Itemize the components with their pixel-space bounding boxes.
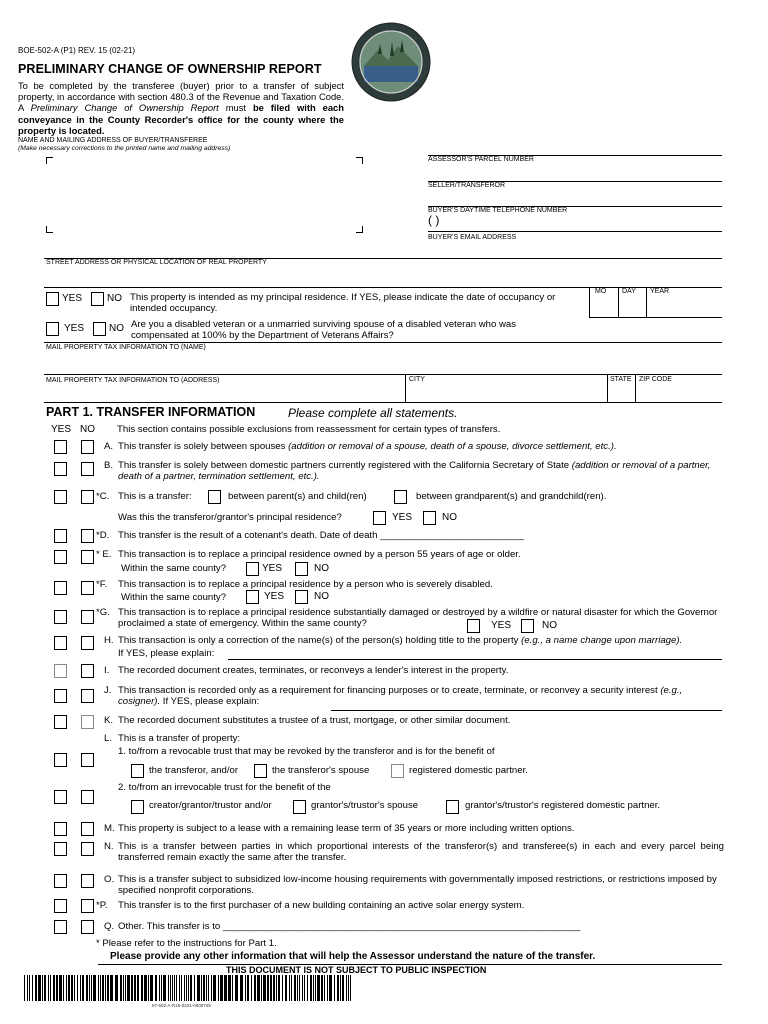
apn-line	[428, 155, 722, 156]
principal-residence-no-checkbox[interactable]	[91, 292, 104, 306]
veteran-yes-label: YES	[64, 323, 85, 334]
i-yes-checkbox[interactable]	[54, 664, 67, 678]
p-yes-checkbox[interactable]	[54, 899, 67, 913]
d-letter: *D.	[96, 530, 110, 541]
p-text: This transfer is to the first purchaser of a new building containing an active solar energy system.	[118, 900, 525, 911]
p-letter: *P.	[96, 900, 108, 911]
city-label: CITY	[409, 376, 425, 383]
o-letter: O.	[104, 874, 115, 885]
c-parent-child-label: between parent(s) and child(ren)	[228, 491, 367, 502]
g-yes-checkbox[interactable]	[54, 610, 67, 624]
c-residence-no-checkbox[interactable]	[423, 511, 436, 525]
part1-subtitle: Please complete all statements.	[288, 406, 458, 420]
l1-transferor-label: the transferor, and/or	[149, 765, 239, 776]
mail-name-input[interactable]	[46, 353, 720, 371]
f-yes-checkbox[interactable]	[54, 581, 67, 595]
email-label: BUYER'S EMAIL ADDRESS	[428, 234, 517, 241]
c-grandparent-checkbox[interactable]	[394, 490, 407, 504]
k-text: The recorded document substitutes a trustee of a trust, mortgage, or other similar document.	[118, 715, 511, 726]
j-text: This transaction is recorded only as a requirement for financing purposes or to create, terminate, or reconvey a security interest (e.g., cosigner). If YES, please explain:	[118, 685, 683, 707]
address-corner-bl	[46, 226, 53, 233]
apn-input[interactable]	[430, 163, 720, 179]
q-text: Other. This transfer is to ___________________________________________________________________	[118, 921, 581, 932]
address-corner-tr	[356, 157, 363, 164]
barcode-text: 57-502-A-R15-0221-0000749	[152, 1003, 211, 1008]
g-letter: *G.	[96, 607, 110, 618]
c-question: Was this the transferor/grantor's principal residence?	[118, 512, 342, 523]
h-text: This transaction is only a correction of the name(s) of the person(s) holding title to the property (e.g., a name change upon marriage).	[118, 635, 683, 646]
m-text: This property is subject to a lease with a remaining lease term of 35 years or more including written options.	[118, 823, 575, 834]
g-county-yes-checkbox[interactable]	[467, 619, 480, 633]
zip-label: ZIP CODE	[639, 376, 672, 383]
e-county-yes-checkbox[interactable]	[246, 562, 259, 576]
h-explain-label: If YES, please explain:	[118, 648, 215, 659]
b-text: This transfer is solely between domestic partners currently registered with the California Secretary of State (addition or removal of a partner, death of a partner, termination settlement, etc.).	[118, 460, 711, 482]
e-county-no-label: NO	[314, 563, 329, 574]
l2-spouse-label: grantor's/trustor's spouse	[311, 800, 419, 811]
i-text: The recorded document creates, terminates, or reconveys a lender's interest in the property.	[118, 665, 509, 676]
principal-residence-no-label: NO	[107, 293, 122, 304]
c-residence-no-label: NO	[442, 512, 457, 523]
o-yes-checkbox[interactable]	[54, 874, 67, 888]
c-no-checkbox[interactable]	[81, 490, 94, 504]
p-no-checkbox[interactable]	[81, 899, 94, 913]
phone-input[interactable]: ( )	[428, 213, 440, 227]
f-county-no-checkbox[interactable]	[295, 590, 308, 604]
apn-label: ASSESSOR'S PARCEL NUMBER	[428, 156, 534, 163]
l2-partner-label: grantor's/trustor's registered domestic partner.	[465, 800, 661, 811]
date-day-input[interactable]	[619, 297, 645, 315]
email-line	[428, 231, 722, 232]
date-mo-input[interactable]	[590, 297, 617, 315]
c-parent-child-checkbox[interactable]	[208, 490, 221, 504]
mail-name-label: MAIL PROPERTY TAX INFORMATION TO (NAME)	[46, 344, 206, 351]
q-letter: Q.	[104, 921, 115, 932]
mail-bottom-line	[44, 402, 722, 403]
c-residence-yes-label: YES	[392, 512, 413, 523]
buyer-name-sublabel: (Make necessary corrections to the printed name and mailing address)	[18, 145, 231, 152]
q-no-checkbox[interactable]	[81, 920, 94, 934]
f-county-no-label: NO	[314, 591, 329, 602]
date-mo-label: MO	[595, 288, 607, 295]
date-bottom-line	[589, 317, 722, 318]
l1-partner-checkbox[interactable]	[391, 764, 404, 778]
state-input[interactable]	[609, 386, 633, 401]
g-county-yes-label: YES	[491, 620, 512, 631]
n-letter: N.	[104, 841, 114, 852]
footnote: * Please refer to the instructions for Part 1.	[96, 938, 277, 949]
f-same-county: Within the same county?	[121, 592, 227, 603]
date-day-label: DAY	[622, 288, 636, 295]
i-letter: I.	[104, 665, 110, 676]
o-text: This is a transfer subject to subsidized low-income housing requirements with governmentally imposed restrictions, or restrictions imposed by specified nonprofit corporations.	[118, 874, 717, 896]
address-corner-br	[356, 226, 363, 233]
principal-residence-yes-label: YES	[62, 293, 83, 304]
d-no-checkbox[interactable]	[81, 529, 94, 543]
street-input[interactable]	[46, 268, 720, 284]
state-divider	[607, 374, 608, 402]
a-text: This transfer is solely between spouses (addition or removal of a spouse, death of a spouse, divorce settlement, etc.).	[118, 441, 617, 452]
o-no-checkbox[interactable]	[81, 874, 94, 888]
l1-text: 1. to/from a revocable trust that may be revoked by the transferor and is for the benefit of	[118, 746, 495, 757]
date-year-input[interactable]	[647, 297, 721, 315]
h-yes-checkbox[interactable]	[54, 636, 67, 650]
h-explain-input[interactable]	[230, 646, 720, 659]
n-text: This is a transfer between parties in which proportional interests of the transferor(s) and transferee(s) in each and every parcel being transferred remain exactly the same after the transfer.	[118, 841, 724, 863]
k-yes-checkbox[interactable]	[54, 715, 67, 729]
zip-input[interactable]	[638, 386, 720, 401]
part1-col-no: NO	[80, 424, 95, 435]
g-no-checkbox[interactable]	[81, 610, 94, 624]
a-yes-checkbox[interactable]	[54, 440, 67, 454]
seller-input[interactable]	[430, 190, 720, 204]
l1-no-checkbox[interactable]	[81, 753, 94, 767]
l2-partner-checkbox[interactable]	[446, 800, 459, 814]
part1-col-yes: YES	[51, 424, 72, 435]
n-no-checkbox[interactable]	[81, 842, 94, 856]
date-year-label: YEAR	[650, 288, 670, 295]
c-text: This is a transfer:	[118, 491, 192, 502]
f-county-yes-checkbox[interactable]	[246, 590, 259, 604]
mail-address-label: MAIL PROPERTY TAX INFORMATION TO (ADDRESS)	[46, 377, 220, 384]
f-no-checkbox[interactable]	[81, 581, 94, 595]
l1-partner-label: registered domestic partner.	[409, 765, 528, 776]
l2-creator-checkbox[interactable]	[131, 800, 144, 814]
e-letter: * E.	[96, 549, 112, 560]
f-text: This transaction is to replace a principal residence by a person who is severely disabled.	[118, 579, 493, 590]
l2-text: 2. to/from an irrevocable trust for the benefit of the	[118, 782, 331, 793]
g-county-no-label: NO	[542, 620, 557, 631]
g-county-no-checkbox[interactable]	[521, 619, 534, 633]
veteran-no-checkbox[interactable]	[93, 322, 106, 336]
h-letter: H.	[104, 635, 114, 646]
street-bottom-line	[44, 287, 722, 288]
mail-address-line	[44, 374, 722, 375]
part1-title: PART 1. TRANSFER INFORMATION	[46, 405, 256, 419]
k-no-checkbox[interactable]	[81, 715, 94, 729]
phone-label: BUYER'S DAYTIME TELEPHONE NUMBER	[428, 207, 568, 214]
j-yes-checkbox[interactable]	[54, 689, 67, 703]
e-same-county: Within the same county?	[121, 563, 227, 574]
q-yes-checkbox[interactable]	[54, 920, 67, 934]
k-letter: K.	[104, 715, 114, 726]
veteran-no-label: NO	[109, 323, 124, 334]
city-input[interactable]	[408, 386, 604, 401]
intro-paragraph: To be completed by the transferee (buyer) prior to a transfer of subject property, in accordance with section 480.3 of the Revenue and Taxation Code. A Preliminary Change of Ownership Report must be filed with each conveyance in the County Recorder's office for the county where the property is located.	[18, 80, 344, 136]
e-text: This transaction is to replace a principal residence owned by a person 55 years of age or older.	[118, 549, 521, 560]
l-letter: L.	[104, 733, 113, 744]
l1-transferor-checkbox[interactable]	[131, 764, 144, 778]
l2-creator-label: creator/grantor/trustor and/or	[149, 800, 272, 811]
street-label: STREET ADDRESS OR PHYSICAL LOCATION OF REAL PROPERTY	[46, 259, 267, 266]
b-no-checkbox[interactable]	[81, 462, 94, 476]
l2-spouse-checkbox[interactable]	[293, 800, 306, 814]
j-explain-line	[331, 710, 722, 711]
m-yes-checkbox[interactable]	[54, 822, 67, 836]
form-title: PRELIMINARY CHANGE OF OWNERSHIP REPORT	[18, 62, 322, 76]
f-county-yes-label: YES	[264, 591, 285, 602]
m-no-checkbox[interactable]	[81, 822, 94, 836]
state-label: STATE	[610, 376, 632, 383]
seller-label: SELLER/TRANSFEROR	[428, 182, 506, 189]
l1-spouse-checkbox[interactable]	[254, 764, 267, 778]
mail-address-input[interactable]	[46, 386, 402, 401]
d-text: This transfer is the result of a cotenant's death. Date of death ___________________________	[118, 530, 525, 541]
buyer-name-label: NAME AND MAILING ADDRESS OF BUYER/TRANSFEREE	[18, 137, 208, 144]
provide-info-note: Please provide any other information that will help the Assessor understand the nature of the transfer.	[110, 951, 596, 962]
f-letter: *F.	[96, 579, 108, 590]
principal-residence-yes-checkbox[interactable]	[46, 292, 59, 306]
c-yes-checkbox[interactable]	[54, 490, 67, 504]
principal-residence-text: This property is intended as my principal residence. If YES, please indicate the date of occupancy or intended occupancy.	[130, 292, 556, 314]
city-divider	[405, 374, 406, 402]
veteran-yes-checkbox[interactable]	[46, 322, 59, 336]
c-grandparent-label: between grandparent(s) and grandchild(ren).	[416, 491, 607, 502]
l1-spouse-label: the transferor's spouse	[272, 765, 370, 776]
part1-intro: This section contains possible exclusions from reassessment for certain types of transfers.	[117, 424, 501, 435]
g-text: This transaction is to replace a principal residence substantially damaged or destroyed by a wildfire or natural disaster for which the Governor proclaimed a state of emergency. Within the same county?	[118, 607, 718, 629]
b-letter: B.	[104, 460, 114, 471]
j-letter: J.	[104, 685, 112, 696]
email-input[interactable]	[430, 242, 720, 256]
zip-divider	[635, 374, 636, 402]
buyer-address-field[interactable]	[52, 163, 352, 225]
e-county-no-checkbox[interactable]	[295, 562, 308, 576]
c-residence-yes-checkbox[interactable]	[373, 511, 386, 525]
a-letter: A.	[104, 441, 114, 452]
a-no-checkbox[interactable]	[81, 440, 94, 454]
l2-yes-checkbox[interactable]	[54, 790, 67, 804]
b-yes-checkbox[interactable]	[54, 462, 67, 476]
l1-yes-checkbox[interactable]	[54, 753, 67, 767]
not-public-note: THIS DOCUMENT IS NOT SUBJECT TO PUBLIC INSPECTION	[226, 965, 487, 975]
e-no-checkbox[interactable]	[81, 550, 94, 564]
form-id: BOE-502-A (P1) REV. 15 (02-21)	[18, 46, 136, 55]
n-yes-checkbox[interactable]	[54, 842, 67, 856]
mail-name-line	[44, 342, 722, 343]
l-text: This is a transfer of property:	[118, 733, 241, 744]
barcode	[24, 975, 351, 1001]
d-yes-checkbox[interactable]	[54, 529, 67, 543]
j-explain-input[interactable]	[333, 697, 721, 710]
h-no-checkbox[interactable]	[81, 636, 94, 650]
i-no-checkbox[interactable]	[81, 664, 94, 678]
h-explain-line	[228, 659, 722, 660]
m-letter: M.	[104, 823, 115, 834]
veteran-text: Are you a disabled veteran or a unmarried surviving spouse of a disabled veteran who was compensated at 100% by the Department of Veterans Affairs?	[131, 319, 517, 341]
c-letter: *C.	[96, 491, 110, 502]
e-yes-checkbox[interactable]	[54, 550, 67, 564]
l2-no-checkbox[interactable]	[81, 790, 94, 804]
j-no-checkbox[interactable]	[81, 689, 94, 703]
county-seal	[350, 22, 432, 102]
e-county-yes-label: YES	[262, 563, 283, 574]
